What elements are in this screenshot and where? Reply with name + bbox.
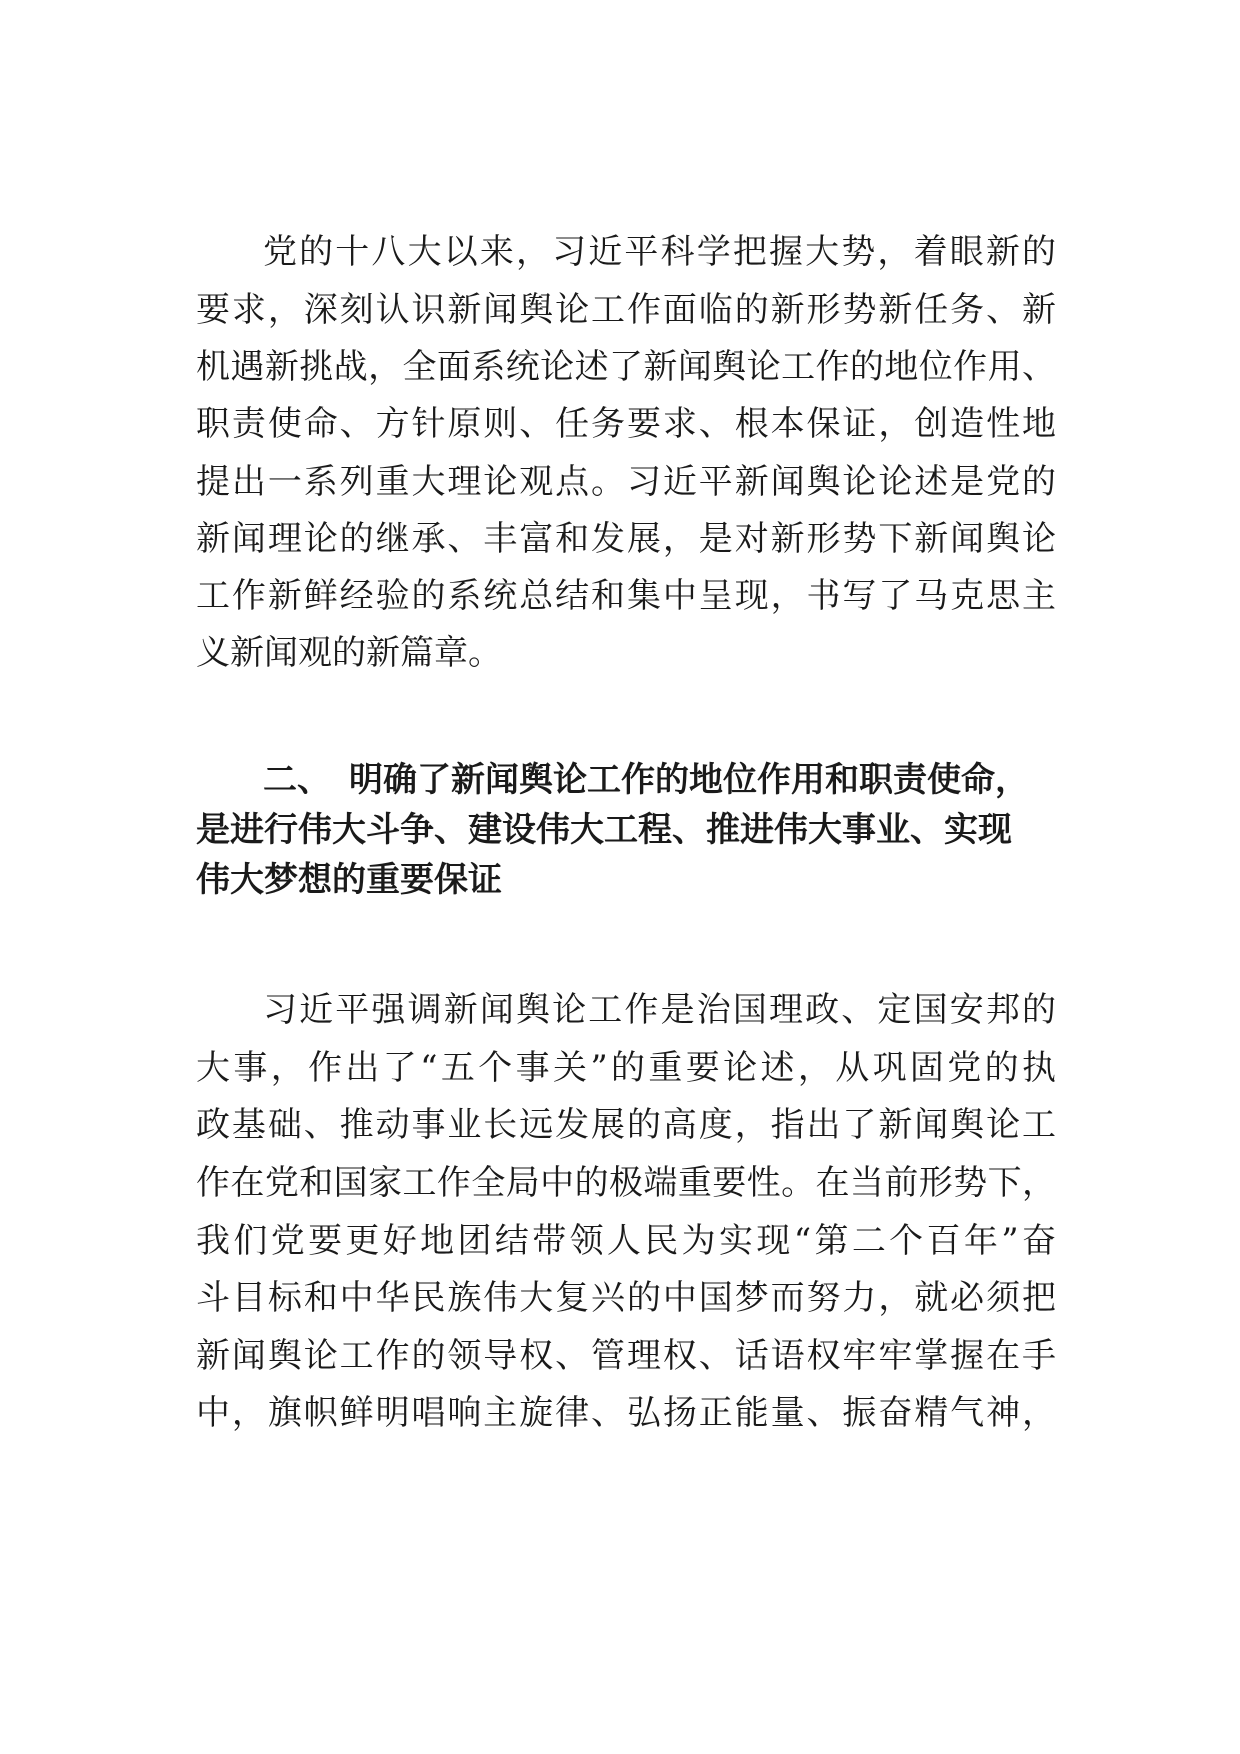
paragraph-line: 习近平强调新闻舆论工作是治国理政、定国安邦的	[263, 990, 1056, 1030]
paragraph-line: 职责使命、方针原则、任务要求、根本保证，创造性地	[196, 404, 1056, 444]
paragraph-line: 中，旗帜鲜明唱响主旋律、弘扬正能量、振奋精气神，	[196, 1393, 1056, 1433]
paragraph-line: 义新闻观的新篇章。	[196, 633, 502, 673]
paragraph-line: 要求，深刻认识新闻舆论工作面临的新形势新任务、新	[196, 290, 1056, 330]
paragraph-line: 大事，作出了“五个事关”的重要论述，从巩固党的执	[196, 1048, 1056, 1088]
paragraph-line: 新闻理论的继承、丰富和发展，是对新形势下新闻舆论	[196, 519, 1056, 559]
section-heading-line	[263, 759, 1056, 801]
section-title-text: 明确了新闻舆论工作的地位作用和职责使命，	[349, 760, 1029, 800]
paragraph-line: 新闻舆论工作的领导权、管理权、话语权牢牢掌握在手	[196, 1336, 1056, 1376]
paragraph-line: 工作新鲜经验的系统总结和集中呈现，书写了马克思主	[196, 576, 1056, 616]
section-heading-line: 是进行伟大斗争、建设伟大工程、推进伟大事业、实现	[196, 810, 1012, 850]
paragraph-line: 斗目标和中华民族伟大复兴的中国梦而努力，就必须把	[196, 1278, 1056, 1318]
paragraph-line: 作在党和国家工作全局中的极端重要性。在当前形势下，	[196, 1163, 1056, 1203]
paragraph-line: 党的十八大以来，习近平科学把握大势，着眼新的	[263, 232, 1056, 272]
section-heading-line: 伟大梦想的重要保证	[196, 860, 502, 900]
section-number: 二、	[263, 760, 331, 800]
paragraph-line: 我们党要更好地团结带领人民为实现“第二个百年”奋	[196, 1221, 1056, 1261]
paragraph-line: 提出一系列重大理论观点。习近平新闻舆论论述是党的	[196, 462, 1056, 502]
paragraph-line: 政基础、推动事业长远发展的高度，指出了新闻舆论工	[196, 1105, 1056, 1145]
paragraph-line: 机遇新挑战，全面系统论述了新闻舆论工作的地位作用、	[196, 347, 1056, 387]
